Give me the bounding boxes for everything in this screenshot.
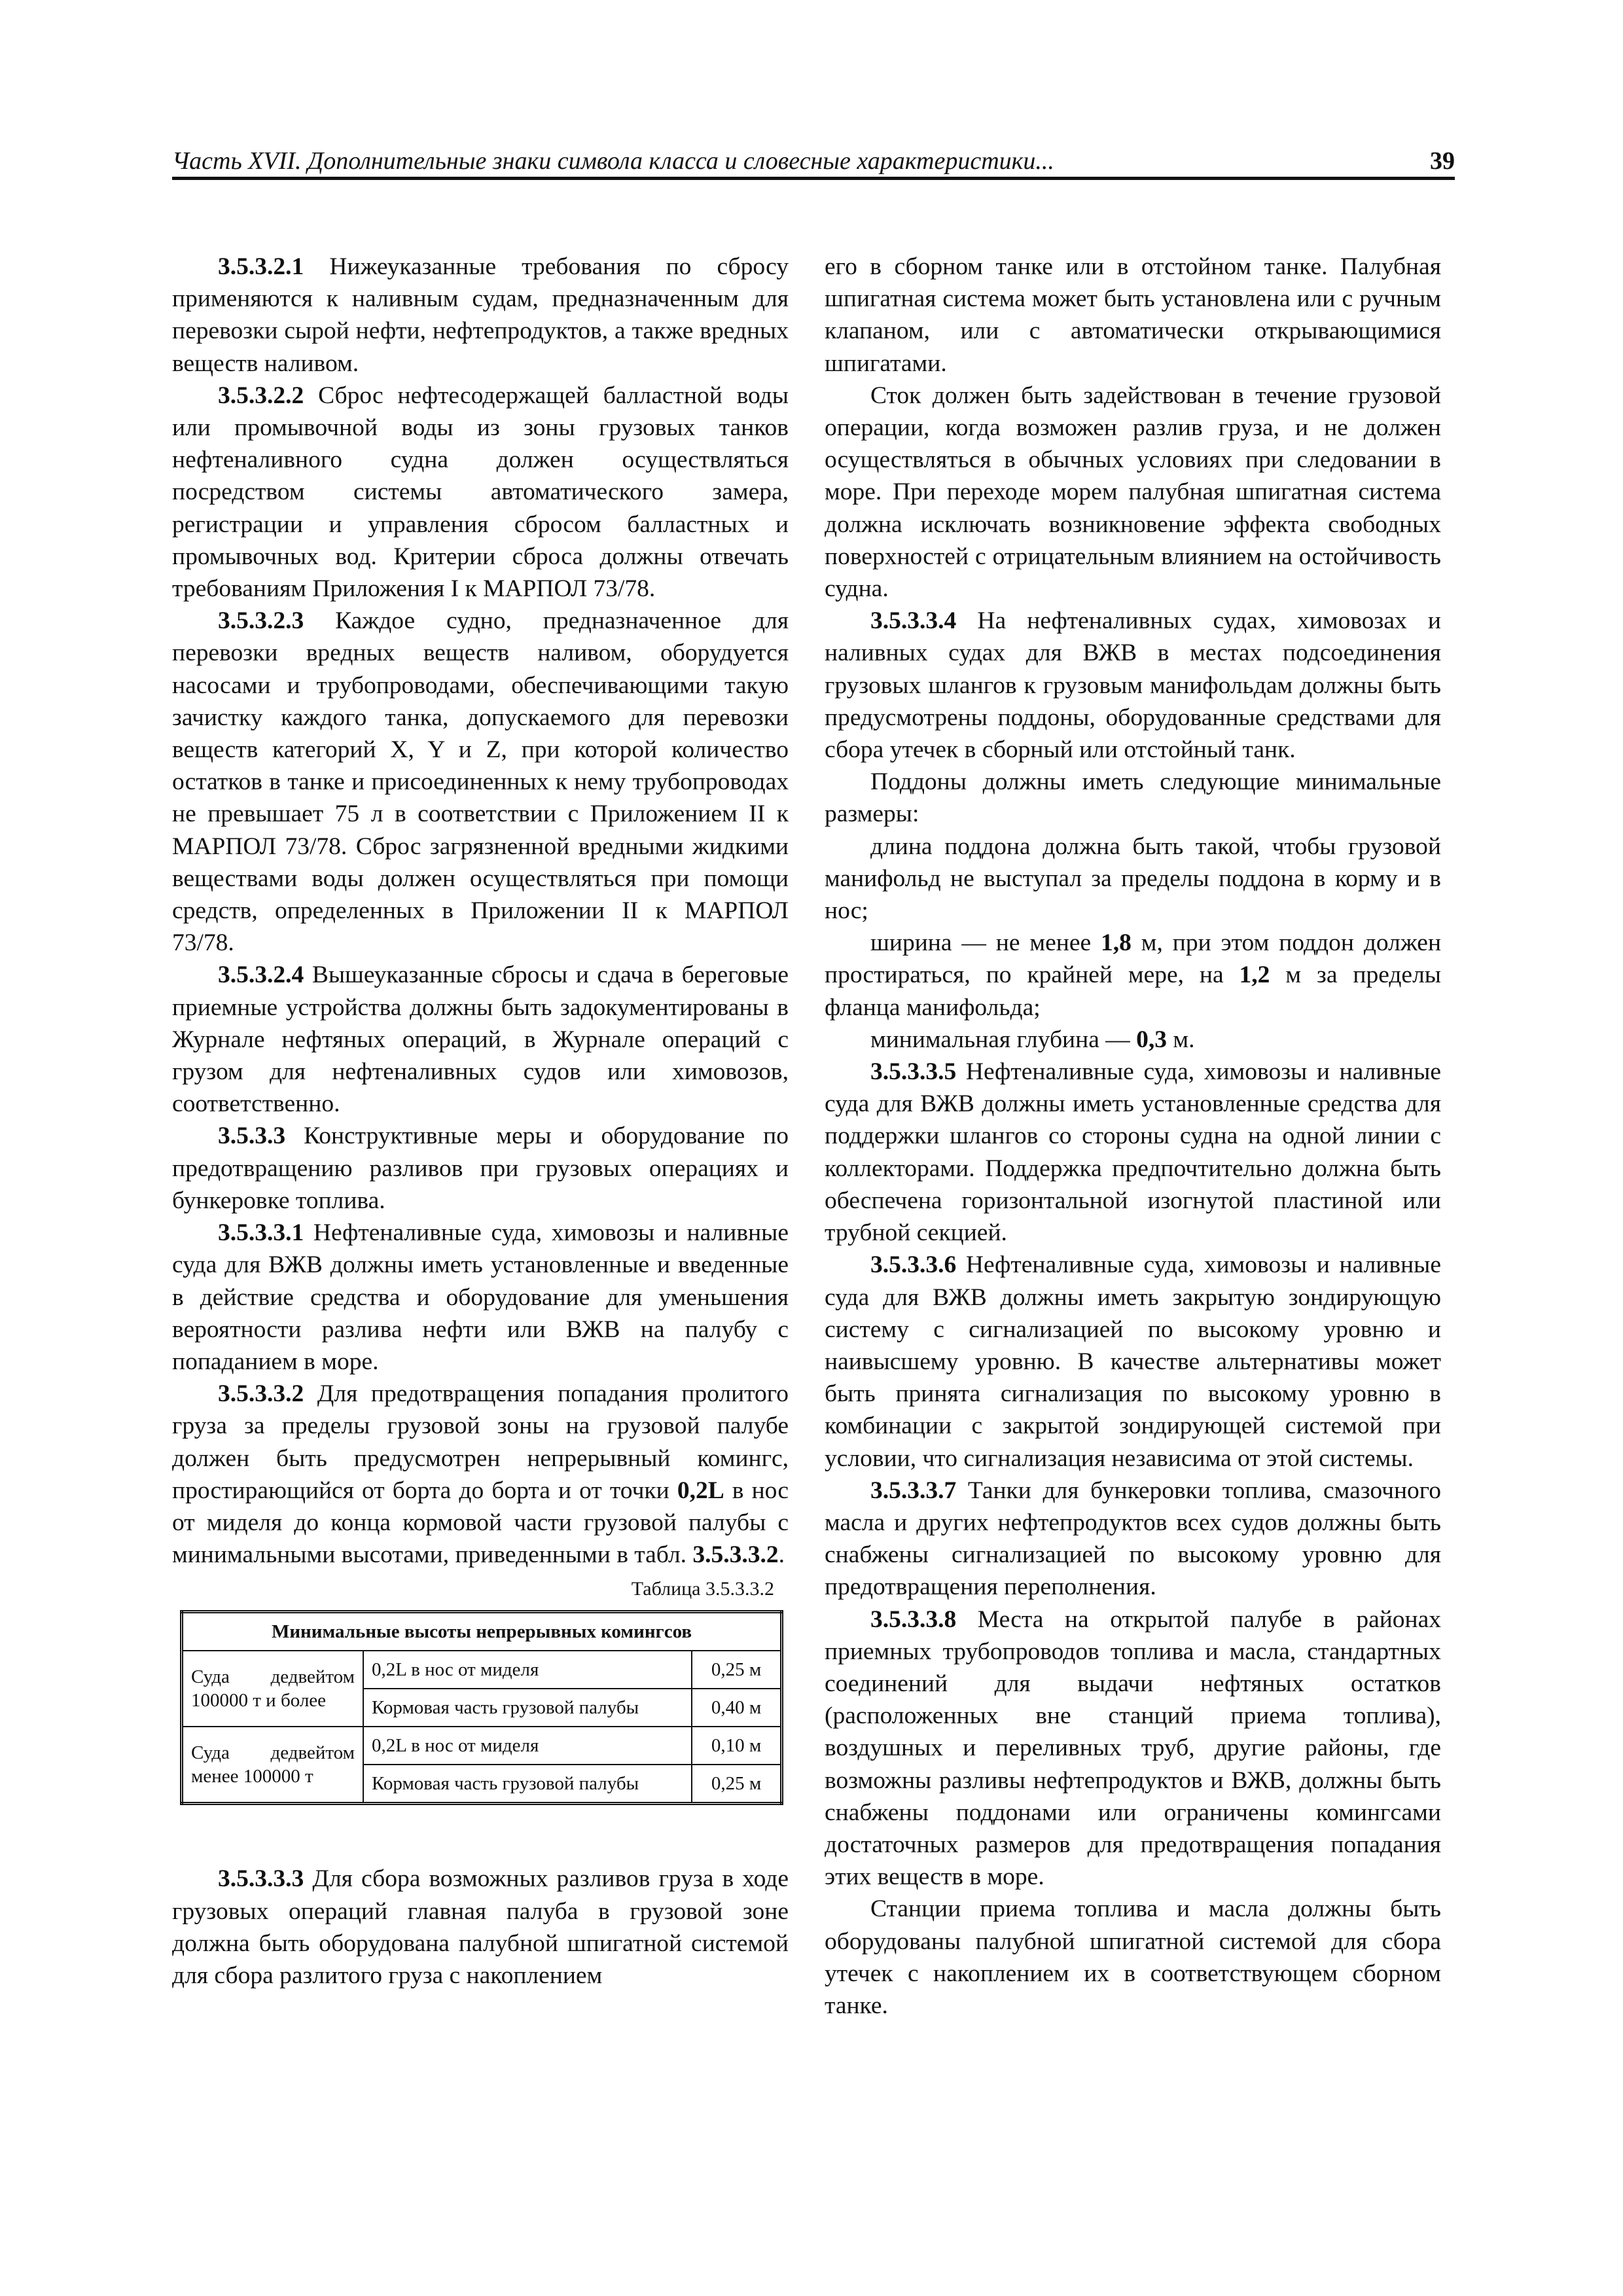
paragraph-text: Нефтеналивные суда, химовозы и наливные суда для ВЖВ должны иметь установленные средства для поддержки шлангов со стороны судна на одной линии с коллекторами. Поддержка предпочтительно должна быть обеспечена горизонтальной изогнутой пластиной или трубной секцией.: [825, 1058, 1441, 1247]
coaming-heights-table: [180, 1610, 783, 1805]
right-column: [825, 251, 1441, 2022]
table-title: Минимальные высоты непрерывных комингсов: [182, 1612, 782, 1651]
table-reference: 3.5.3.3.2: [692, 1541, 779, 1569]
clause-number: 3.5.3.2.4: [218, 961, 304, 989]
clause-number: 3.5.3.2.2: [218, 382, 304, 409]
group-label: Суда дедвейтом 100000 т и более: [182, 1651, 364, 1727]
height-cell: 0,25 м: [692, 1651, 782, 1689]
value-width: 1,8: [1101, 929, 1132, 957]
location-cell: Кормовая часть грузовой палубы: [363, 1689, 692, 1727]
left-column: [172, 251, 789, 1992]
paragraph-text: Вышеуказанные сбросы и сдача в береговые приемные устройства должны быть задокументированы в Журнале нефтяных операций, в Журнале операций с грузом для нефтеналивных судов или химовозов, соответственно.: [172, 961, 789, 1118]
paragraph-drain: Сток должен быть задействован в течение грузовой операции, когда возможен разлив груза, и не должен осуществляться в обычных условиях при следовании в море. При переходе морем палубная шпигатная система должна исключать возникновение эффекта свободных поверхностей с отрицательным влиянием на остойчивость судна.: [825, 382, 1441, 603]
paragraph-text: Нефтеналивные суда, химовозы и наливные суда для ВЖВ должны иметь установленные и введенные в действие средства и оборудование для уменьшения вероятности разлива нефти или ВЖВ на палубу с попаданием в море.: [172, 1219, 789, 1375]
paragraph-text: Сброс нефтесодержащей балластной воды или промывочной воды из зоны грузовых танков нефтеналивного судна должен осуществляться посредством системы автоматического замера, регистрации и управления сбросом балластных и промывочных вод. Критерии сброса должны отвечать требованиям Приложения I к МАРПОЛ 73/78.: [172, 382, 789, 603]
paragraph-3-5-3-2-1: [172, 251, 789, 380]
paragraph-text: ширина — не менее: [870, 929, 1101, 957]
paragraph-3-5-3-2-3: [172, 605, 789, 959]
paragraph-text: Нижеуказанные требования по сбросу применяются к наливным судам, предназначенным для перевозки сырой нефти, нефтепродуктов, а также вредных веществ наливом.: [172, 253, 789, 377]
paragraph-text: Для сбора возможных разливов груза в ходе грузовых операций главная палуба в грузовой зоне должна быть оборудована палубной шпигатной системой для сбора разлитого груза с накоплением: [172, 1865, 789, 1989]
paragraph-text: Места на открытой палубе в районах приемных трубопроводов топлива и масла, стандартных соединений для выдачи нефтяных остатков (расположенных вне станций приема топлива), воздушных и переливных труб, другие районы, где возможны разливы нефтепродуктов и ВЖВ, должны быть снабжены поддонами или ограничены комингсами достаточных размеров для предотвращения попадания этих веществ в море.: [825, 1605, 1441, 1891]
paragraph-3-5-3-3-2: [172, 1378, 789, 1571]
paragraph-text: м за пределы фланца манифольда;: [825, 961, 1441, 1021]
paragraph-text: Каждое судно, предназначенное для перевозки вредных веществ наливом, оборудуется насосами и трубопроводами, обеспечивающими такую зачистку каждого танка, допускаемого для перевозки веществ категорий X, Y и Z, при которой количество остатков в танке и присоединенных к нему трубопроводах не превышает 75 л в соответствии с Приложением II к МАРПОЛ 73/78. Сброс загрязненной вредными жидкими веществами воды должен осуществляться при помощи средств, определенных в Приложении II к МАРПОЛ 73/78.: [172, 607, 789, 957]
value-depth: 0,3: [1136, 1026, 1167, 1053]
height-cell: 0,25 м: [692, 1765, 782, 1804]
clause-number: 3.5.3.2.3: [218, 607, 304, 635]
paragraph-text: минимальная глубина —: [870, 1026, 1137, 1053]
paragraph-3-5-3-3-7: [825, 1475, 1441, 1604]
clause-number: 3.5.3.3.8: [870, 1605, 957, 1633]
paragraph-text: Танки для бункеровки топлива, смазочного масла и других нефтепродуктов всех судов должны быть снабжены сигнализацией по высокому уровню для предотвращения переполнения.: [825, 1477, 1441, 1601]
clause-number: 3.5.3.3.2: [218, 1380, 304, 1408]
clause-number: 3.5.3.3.5: [870, 1058, 957, 1086]
clause-number: 3.5.3.3.3: [218, 1865, 304, 1893]
paragraph-3-5-3-3-4: [825, 605, 1441, 766]
table-title-row: [182, 1612, 782, 1651]
paragraph-tray-length: длина поддона должна быть такой, чтобы грузовой манифольд не выступал за пределы поддона в корму и в нос;: [825, 833, 1441, 925]
running-header: [172, 140, 1455, 180]
paragraph-continuation: его в сборном танке или в отстойном танке. Палубная шпигатная система может быть установлена или с ручным клапаном, или с автоматически открывающимися шпигатами.: [825, 253, 1441, 377]
paragraph-3-5-3-3-5: [825, 1056, 1441, 1249]
paragraph-3-5-3-3-3: [172, 1863, 789, 1992]
running-header-title: Часть XVII. Дополнительные знаки символа класса и словесные характеристики...: [172, 147, 1054, 175]
paragraph-3-5-3-2-2: [172, 380, 789, 605]
group-label: Суда дедвейтом менее 100000 т: [182, 1727, 364, 1804]
page-number: 39: [1430, 147, 1455, 175]
clause-number: 3.5.3.3.7: [870, 1477, 957, 1504]
table-row: [182, 1651, 782, 1689]
clause-number: 3.5.3.2.1: [218, 253, 304, 280]
paragraph-text: Конструктивные меры и оборудование по предотвращению разливов при грузовых операциях и бункеровке топлива.: [172, 1122, 789, 1214]
paragraph-text: в нос от миделя до конца кормовой части грузовой палубы с минимальными высотами, приведенными в табл.: [172, 1477, 789, 1569]
clause-number: 3.5.3.3.6: [870, 1251, 957, 1279]
paragraph-tray-depth: [825, 1024, 1441, 1056]
paragraph-text: На нефтеналивных судах, химовозах и наливных судах для ВЖВ в местах подсоединения грузовых шлангов к грузовым манифольдам должны быть предусмотрены поддоны, оборудованные средствами для сбора утечек в сборный или отстойный танк.: [825, 607, 1441, 764]
paragraph-3-5-3-2-4: [172, 959, 789, 1120]
term-0-2l: 0,2L: [677, 1477, 724, 1504]
clause-number: 3.5.3.3.1: [218, 1219, 304, 1247]
paragraph-3-5-3-3: [172, 1120, 789, 1217]
location-cell: Кормовая часть грузовой палубы: [363, 1765, 692, 1804]
location-cell: 0,2L в нос от миделя: [363, 1651, 692, 1689]
paragraph-3-5-3-3-6: [825, 1249, 1441, 1474]
paragraph-3-5-3-3-1: [172, 1217, 789, 1378]
value-extension: 1,2: [1239, 961, 1270, 989]
clause-number: 3.5.3.3.4: [870, 607, 957, 635]
paragraph-text: м, при этом поддон должен простираться, по крайней мере, на: [825, 929, 1442, 989]
paragraph-3-5-3-3-8: [825, 1604, 1441, 1893]
table-row: [182, 1727, 782, 1765]
clause-number: 3.5.3.3: [218, 1122, 286, 1150]
paragraph-fuel-stations: Станции приема топлива и масла должны быть оборудованы палубной шпигатной системой для сбора утечек с накоплением их в соответствующем сборном танке.: [825, 1895, 1441, 2019]
paragraph-text: .: [778, 1541, 785, 1569]
spacer: [172, 1805, 789, 1863]
paragraph-tray-width: [825, 927, 1441, 1024]
paragraph-tray-dimensions: Поддоны должны иметь следующие минимальные размеры:: [825, 768, 1441, 828]
table-caption: Таблица 3.5.3.3.2: [631, 1578, 774, 1600]
paragraph-text: Нефтеналивные суда, химовозы и наливные суда для ВЖВ должны иметь закрытую зондирующую систему с сигнализацией по высокому уровню и наивысшему уровню. В качестве альтернативы может быть принята сигнализация по высокому уровню в комбинации с закрытой зондирующей системой при условии, что сигнализация независима от этой системы.: [825, 1251, 1441, 1472]
paragraph-text: Для предотвращения попадания пролитого груза за пределы грузовой зоны на грузовой палубе должен быть предусмотрен непрерывный комингс, простирающийся от борта до борта и от точки: [172, 1380, 789, 1504]
height-cell: 0,10 м: [692, 1727, 782, 1765]
paragraph-text: м.: [1166, 1026, 1195, 1053]
location-cell: 0,2L в нос от миделя: [363, 1727, 692, 1765]
height-cell: 0,40 м: [692, 1689, 782, 1727]
